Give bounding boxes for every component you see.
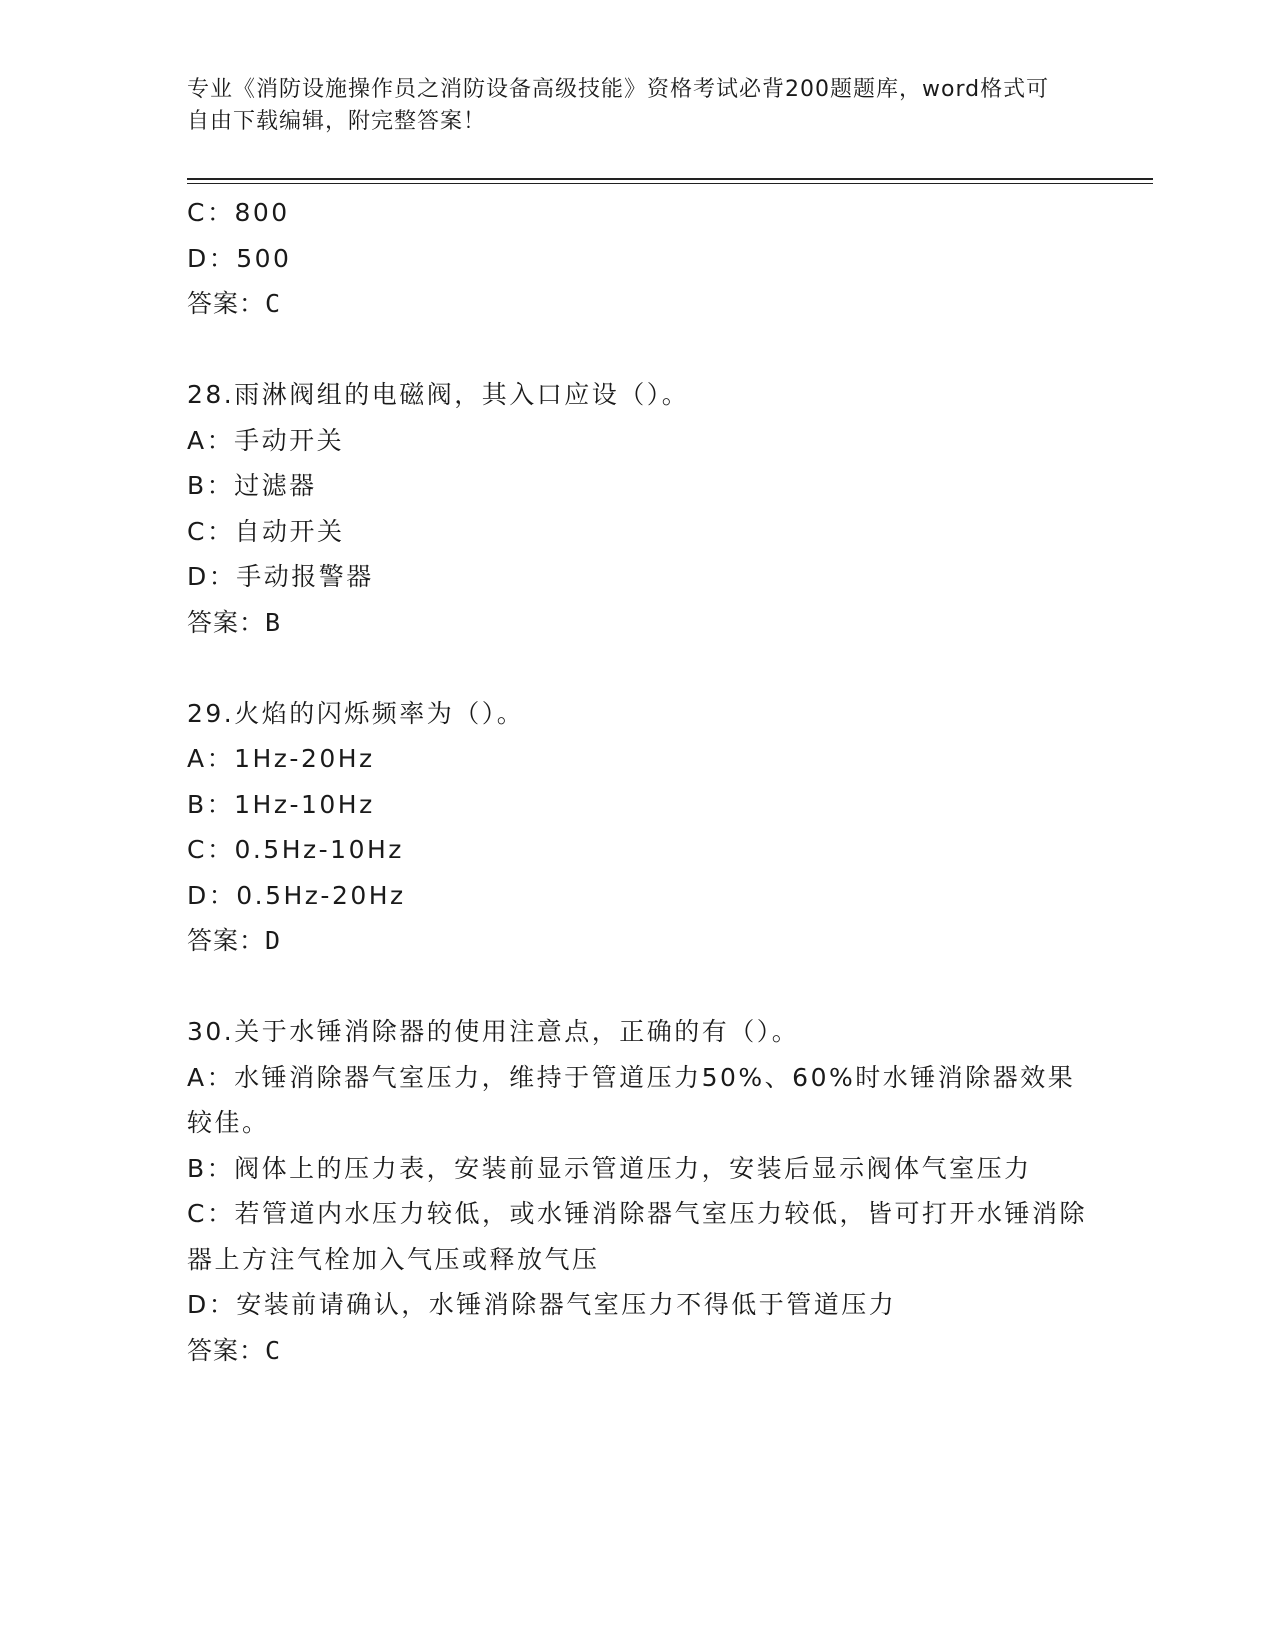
question-stem: 29.火焰的闪烁频率为（）。: [187, 698, 525, 728]
header-divider-thick: [187, 178, 1153, 180]
option-a: A：1Hz-20Hz: [187, 744, 375, 773]
document-header: 专业《消防设施操作员之消防设备高级技能》资格考试必背200题题库，word格式可自由下载编辑，附完整答案！: [187, 77, 1050, 134]
option-b: B：1Hz-10Hz: [187, 789, 375, 819]
question-30: [187, 1009, 1087, 1373]
answer-line: [187, 918, 1087, 964]
answer-value: C: [265, 1335, 282, 1365]
option-b: B：过滤器: [187, 471, 317, 500]
answer-value: C: [265, 289, 282, 318]
answer-line: [187, 600, 1087, 646]
option-c: C：800: [187, 198, 290, 227]
answer-line: [187, 281, 1087, 327]
spacer: [187, 327, 1087, 373]
answer-value: D: [265, 926, 282, 955]
spacer: [187, 964, 1087, 1010]
option-c: C：若管道内水压力较低，或水锤消除器气室压力较低，皆可打开水锤消除器上方注气栓加入气压或释放气压: [187, 1199, 1087, 1274]
option-d: D：手动报警器: [187, 562, 374, 591]
answer-label: 答案：: [187, 289, 266, 318]
option-d: D：500: [187, 243, 292, 273]
document-body: [187, 190, 1087, 1373]
question-28: [187, 372, 1087, 645]
spacer: [187, 645, 1087, 691]
question-stem: 30.关于水锤消除器的使用注意点，正确的有（）。: [187, 1017, 800, 1046]
question-stem: 28.雨淋阀组的电磁阀，其入口应设（）。: [187, 380, 690, 409]
header-divider-thin: [187, 183, 1153, 184]
option-a: A：手动开关: [187, 425, 345, 455]
option-b: B：阀体上的压力表，安装前显示管道压力，安装后显示阀体气室压力: [187, 1153, 1032, 1183]
question-29: [187, 691, 1087, 964]
question-27-tail: [187, 190, 1087, 327]
answer-line: [187, 1328, 1087, 1374]
answer-label: 答案：: [187, 607, 266, 637]
option-c: C：自动开关: [187, 516, 345, 546]
option-d: D：安装前请确认，水锤消除器气室压力不得低于管道压力: [187, 1290, 897, 1319]
option-c: C：0.5Hz-10Hz: [187, 835, 404, 864]
answer-label: 答案：: [187, 926, 266, 955]
answer-label: 答案：: [187, 1335, 266, 1365]
option-a: A：水锤消除器气室压力，维持于管道压力50%、60%时水锤消除器效果较佳。: [187, 1062, 1076, 1137]
answer-value: B: [265, 607, 282, 637]
option-d: D：0.5Hz-20Hz: [187, 880, 406, 910]
